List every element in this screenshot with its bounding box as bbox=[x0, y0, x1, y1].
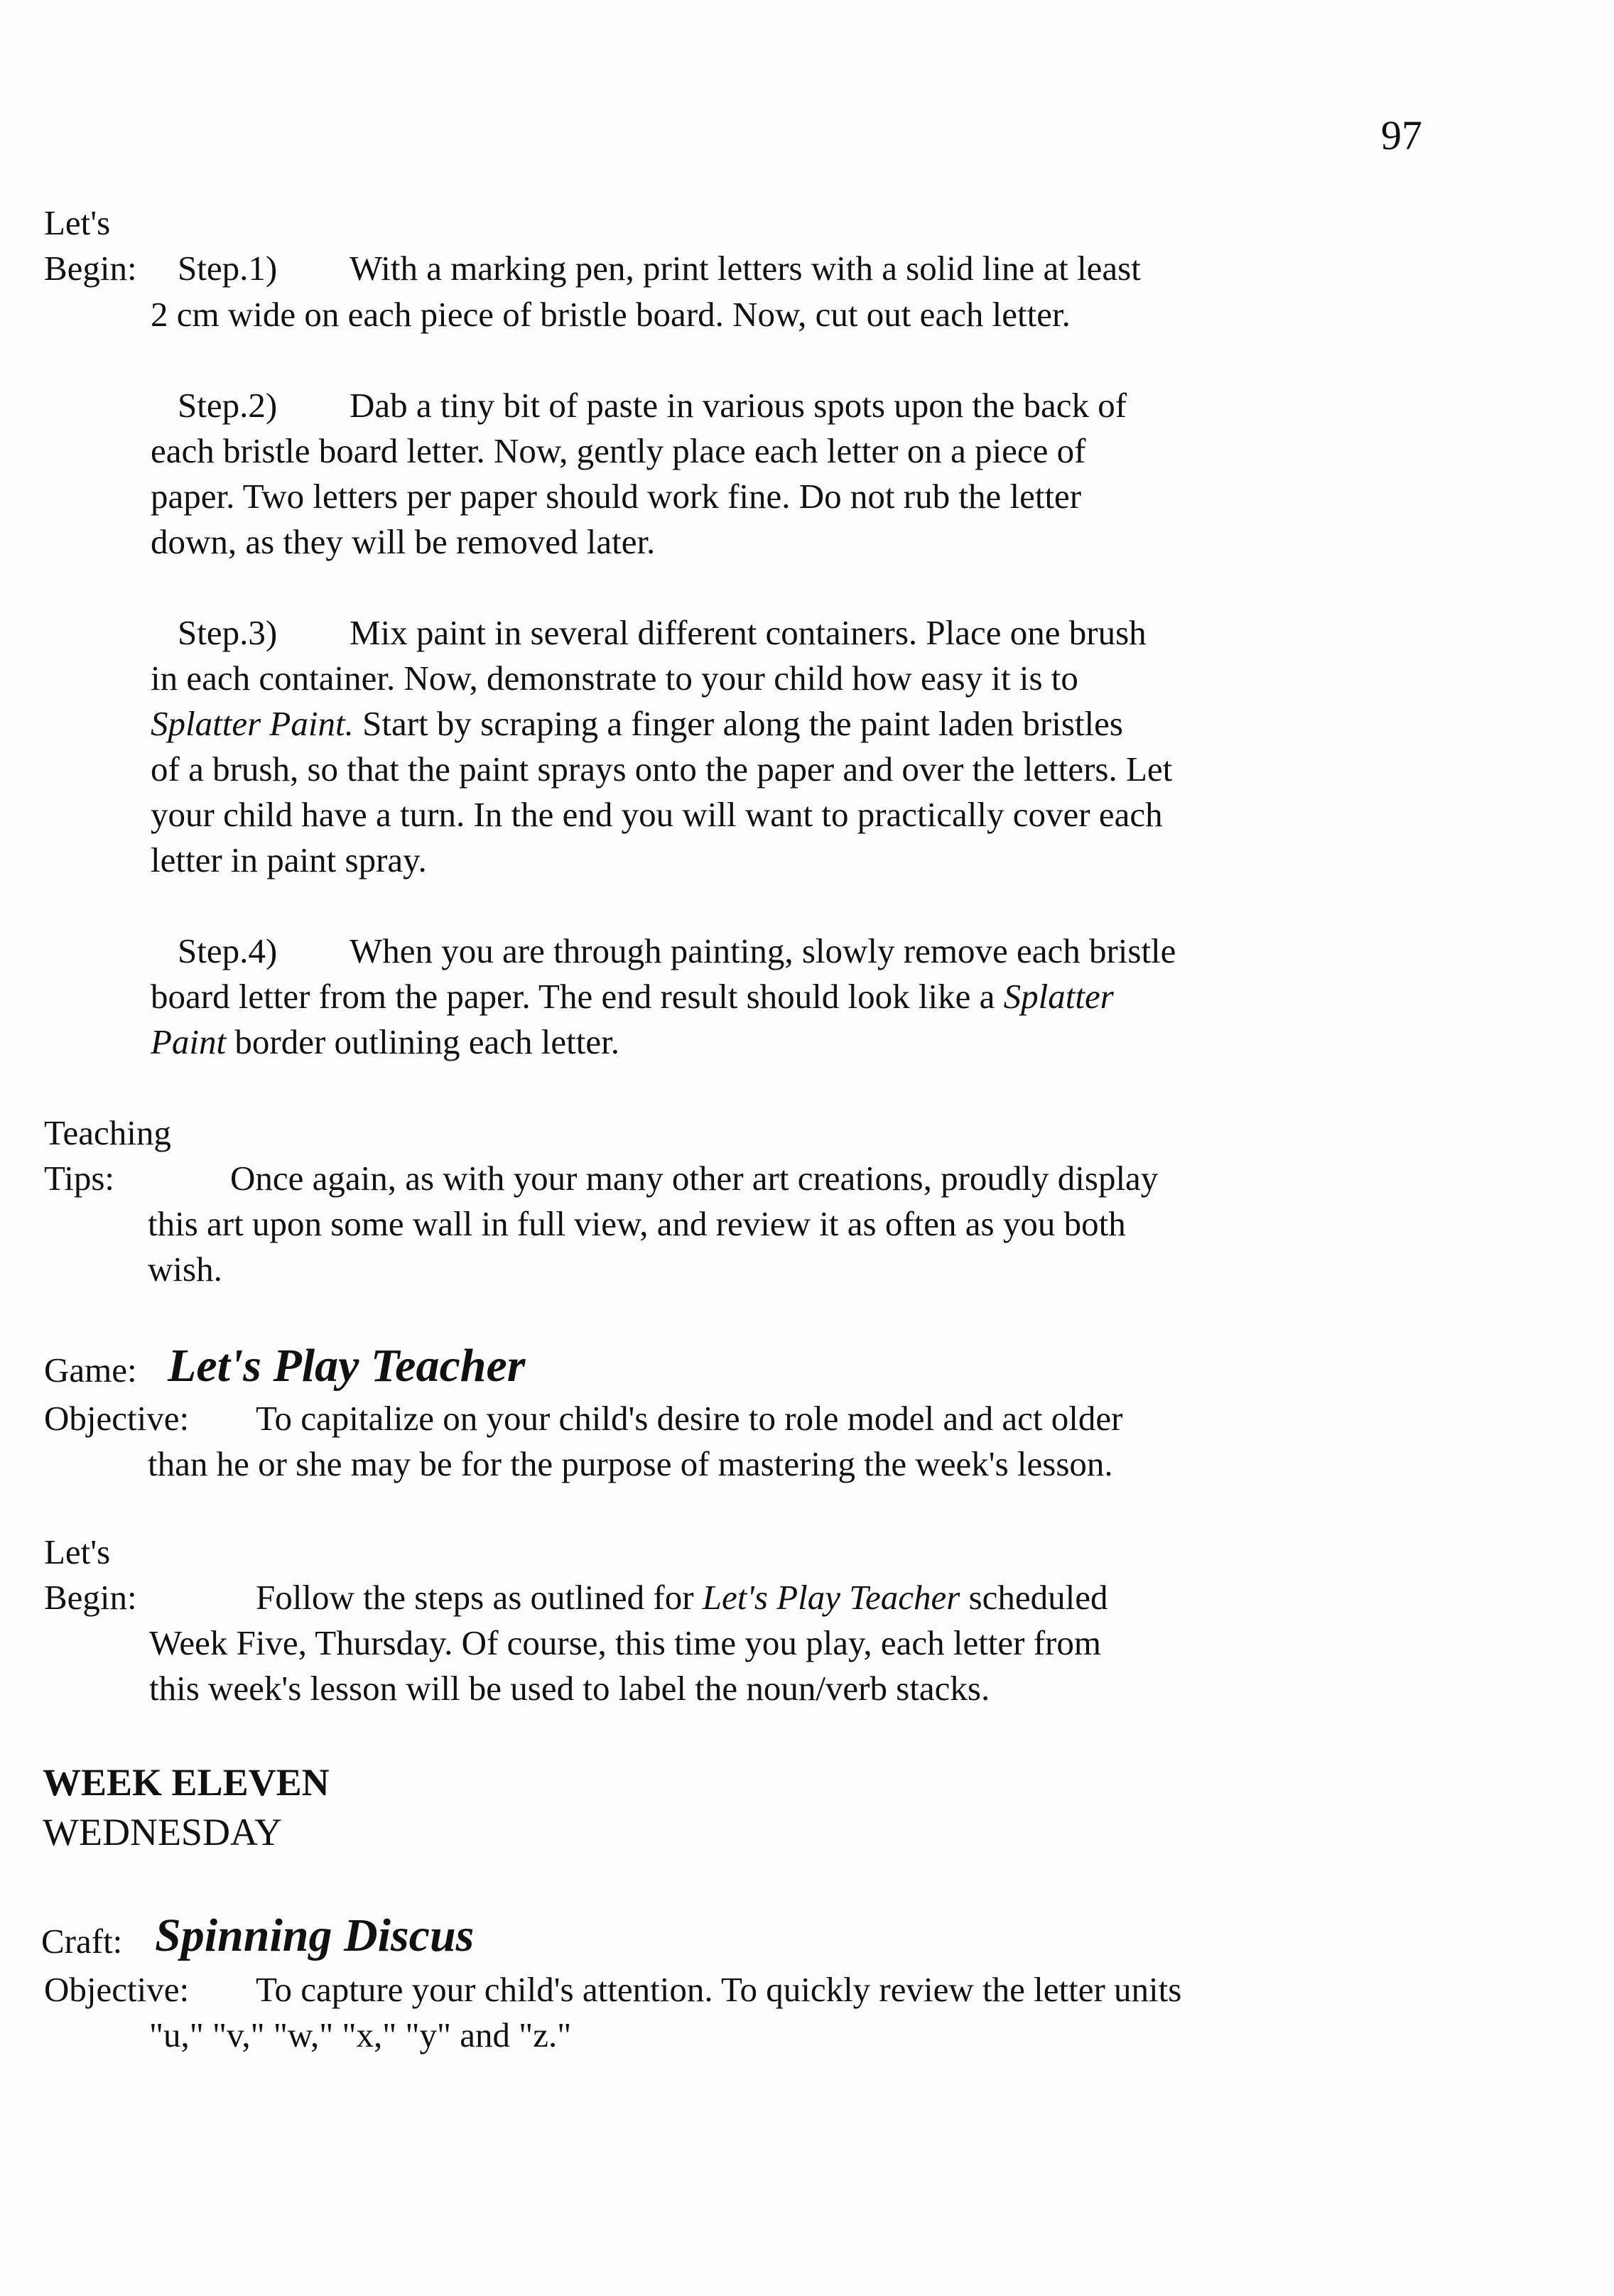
game-objective-label: Objective: bbox=[44, 1399, 190, 1438]
step-3-line: letter in paint spray. bbox=[151, 840, 427, 879]
step-4-label: Step.4) bbox=[178, 931, 278, 970]
step-2-line: paper. Two letters per paper should work fine. Do not rub the letter bbox=[151, 477, 1082, 516]
splatter-paint-term: Splatter Paint. bbox=[151, 704, 354, 743]
day-heading: WEDNESDAY bbox=[43, 1811, 282, 1853]
game-label: Game: bbox=[44, 1350, 137, 1390]
lets-begin-label-line1: Let's bbox=[44, 1532, 111, 1571]
lets-begin-label-line2: Begin: bbox=[44, 249, 137, 288]
lets-begin-line: this week's lesson will be used to label the noun/verb stacks. bbox=[149, 1669, 990, 1708]
step-2-line: each bristle board letter. Now, gently place each letter on a piece of bbox=[151, 431, 1086, 470]
step-2-line: down, as they will be removed later. bbox=[151, 522, 656, 561]
game-name-reference: Let's Play Teacher bbox=[702, 1578, 960, 1617]
step-3-first-line: Mix paint in several different containers. Place one brush bbox=[350, 613, 1147, 652]
splatter-paint-term: Paint bbox=[151, 1022, 227, 1061]
teaching-tips-label-line2: Tips: bbox=[44, 1159, 115, 1198]
teaching-tips-first-line: Once again, as with your many other art creations, proudly display bbox=[230, 1159, 1159, 1198]
lets-begin-label-line2: Begin: bbox=[44, 1578, 137, 1617]
step-1-first-line: With a marking pen, print letters with a solid line at least bbox=[350, 249, 1141, 288]
lets-begin-first-line: Follow the steps as outlined for Let's Play Teacher scheduled bbox=[256, 1578, 1108, 1617]
step-1-label: Step.1) bbox=[178, 249, 278, 288]
teaching-tips-label-line1: Teaching bbox=[44, 1113, 171, 1152]
step-4-line: board letter from the paper. The end result should look like a Splatter bbox=[151, 977, 1114, 1016]
step-2-label: Step.2) bbox=[178, 386, 278, 425]
game-objective-line: than he or she may be for the purpose of mastering the week's lesson. bbox=[148, 1444, 1113, 1483]
step-4-line: Paint border outlining each letter. bbox=[151, 1022, 619, 1061]
step-3-line: of a brush, so that the paint sprays onto the paper and over the letters. Let bbox=[151, 749, 1173, 789]
game-objective-first-line: To capitalize on your child's desire to role model and act older bbox=[256, 1399, 1123, 1438]
craft-title: Spinning Discus bbox=[155, 1910, 475, 1961]
lets-begin-label-line1: Let's bbox=[44, 203, 111, 242]
craft-objective-label: Objective: bbox=[44, 1970, 190, 2009]
splatter-paint-term: Splatter bbox=[1003, 977, 1114, 1016]
week-heading: WEEK ELEVEN bbox=[43, 1761, 330, 1804]
craft-objective-first-line: To capture your child's attention. To quickly review the letter units bbox=[256, 1970, 1182, 2009]
page-number: 97 bbox=[1381, 112, 1422, 158]
step-3-label: Step.3) bbox=[178, 613, 278, 652]
step-1-line: 2 cm wide on each piece of bristle board. Now, cut out each letter. bbox=[151, 295, 1071, 334]
craft-objective-line: "u," "v," "w," "x," "y" and "z." bbox=[149, 2015, 572, 2054]
step-3-line: Splatter Paint. Start by scraping a finger along the paint laden bristles bbox=[151, 704, 1123, 743]
step-3-line: in each container. Now, demonstrate to your child how easy it is to bbox=[151, 659, 1078, 698]
step-4-first-line: When you are through painting, slowly remove each bristle bbox=[350, 931, 1176, 970]
teaching-tips-line: wish. bbox=[148, 1250, 222, 1289]
teaching-tips-line: this art upon some wall in full view, and review it as often as you both bbox=[148, 1204, 1126, 1243]
step-2-first-line: Dab a tiny bit of paste in various spots upon the back of bbox=[350, 386, 1127, 425]
craft-label: Craft: bbox=[41, 1922, 123, 1961]
lets-begin-line: Week Five, Thursday. Of course, this time you play, each letter from bbox=[149, 1623, 1101, 1662]
game-title: Let's Play Teacher bbox=[168, 1340, 526, 1392]
step-3-line: your child have a turn. In the end you will want to practically cover each bbox=[151, 795, 1163, 834]
